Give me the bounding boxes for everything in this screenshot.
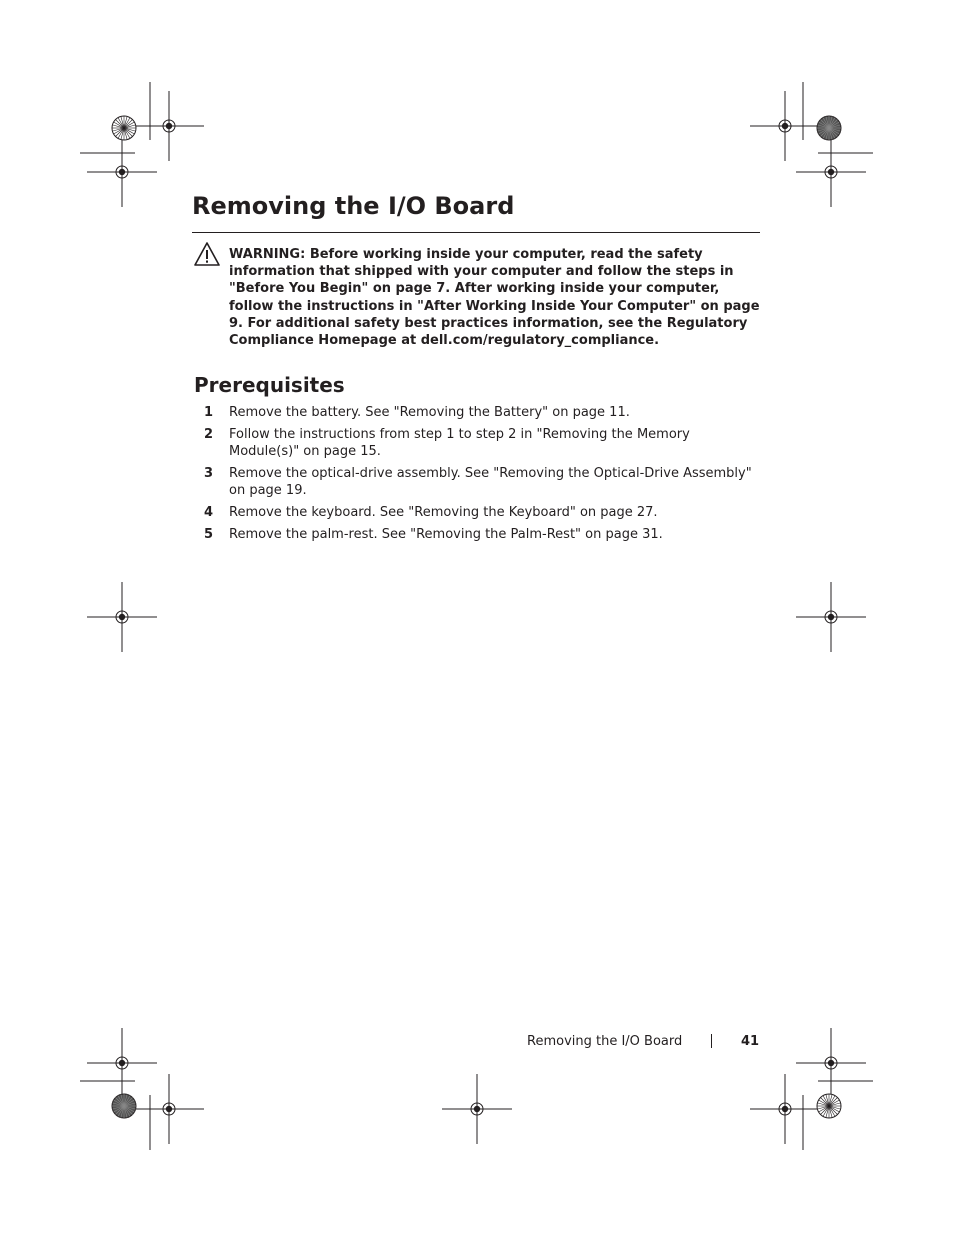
step-text: Remove the optical-drive assembly. See "Removing the Optical-Drive Assembly" on page 19. <box>229 465 752 498</box>
page-title: Removing the I/O Board <box>192 192 515 220</box>
prerequisites-list <box>194 404 760 547</box>
step-text: Remove the battery. See "Removing the Battery" on page 11. <box>229 405 630 420</box>
step-text: Remove the palm-rest. See "Removing the Palm-Rest" on page 31. <box>229 526 663 542</box>
list-item <box>194 426 760 460</box>
warning-triangle-icon <box>193 241 221 267</box>
footer-page-number: 41 <box>741 1034 760 1049</box>
step-number: 2 <box>204 426 214 442</box>
step-text: Remove the keyboard. See "Removing the Keyboard" on page 27. <box>229 504 658 520</box>
step-number: 3 <box>204 465 214 481</box>
step-number: 4 <box>204 504 214 520</box>
step-number: 5 <box>204 526 214 542</box>
step-text: Follow the instructions from step 1 to step 2 in "Removing the Memory Module(s)" on page 15. <box>229 426 690 459</box>
warning-text: WARNING: Before working inside your computer, read the safety information that shipped with your computer and follow the steps in "Before You Begin" on page 7. After working inside your computer, follow the instructions in "After Working Inside Your Computer" on page 9. For additional safety best practices information, see the Regulatory Compliance Homepage at dell.com/regulatory_compliance. <box>229 247 760 349</box>
list-item <box>194 465 760 499</box>
footer-chapter-title: Removing the I/O Board <box>527 1034 683 1049</box>
list-item <box>194 526 760 543</box>
footer-separator <box>711 1034 712 1048</box>
step-number: 1 <box>204 405 214 420</box>
list-item <box>194 404 760 421</box>
prerequisites-heading: Prerequisites <box>194 373 345 397</box>
title-divider <box>192 232 760 233</box>
list-item <box>194 504 760 521</box>
